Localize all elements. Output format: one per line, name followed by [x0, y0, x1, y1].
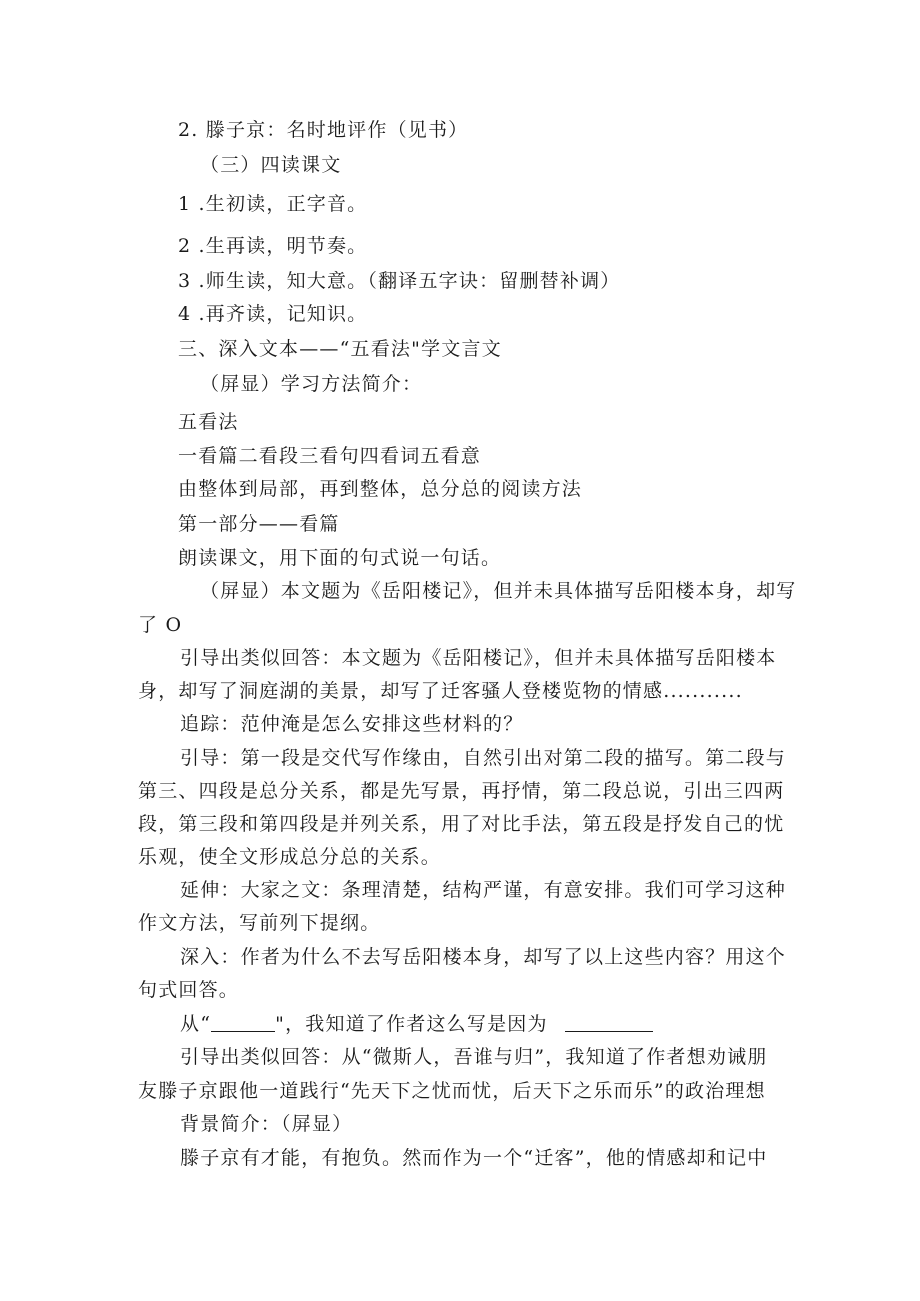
list-item: 1 .生初读，正字音。	[178, 193, 368, 215]
list-item: 3 .师生读，知大意。（翻译五字诀：留删替补调）	[178, 270, 621, 292]
list-item: 2 .生再读，明节奏。	[178, 235, 368, 257]
text-line: 友滕子京跟他一道践行“先天下之忧而忧，后天下之乐而乐”的政治理想	[138, 1080, 766, 1102]
text-line: 段，第三段和第四段是并列关系，用了对比手法，第五段是抒发自己的忧	[138, 813, 785, 835]
text-line: （屏显）学习方法简介：	[200, 373, 423, 395]
text-line: 滕子京有才能，有抱负。然而作为一个“迁客”，他的情感却和记中	[180, 1147, 768, 1169]
text-line: 了 O	[138, 614, 183, 636]
text-line: 2. 滕子京：名时地评作（见书）	[178, 119, 469, 141]
section-heading: 三、深入文本——“五看法"学文言文	[178, 338, 502, 360]
text-line: 一看篇二看段三看句四看词五看意	[178, 445, 482, 467]
section-heading: （三）四读课文	[200, 154, 342, 176]
text-line: 追踪：范仲淹是怎么安排这些材料的？	[180, 713, 524, 735]
text-line: 引导：第一段是交代写作缘由，自然引出对第二段的描写。第二段与	[180, 747, 787, 769]
text-line: 朗读课文，用下面的句式说一句话。	[178, 547, 502, 569]
text-line: 由整体到局部，再到整体，总分总的阅读方法	[178, 478, 583, 500]
text-line: 深入：作者为什么不去写岳阳楼本身，却写了以上这些内容？用这个	[180, 946, 787, 968]
fill-in-sentence	[180, 1011, 653, 1037]
text-line: 背景简介：（屏显）	[180, 1113, 353, 1135]
blank-line	[565, 1013, 653, 1032]
text-line: 身，却写了洞庭湖的美景，却写了迁客骚人登楼览物的情感...........	[138, 680, 743, 702]
text-segment: "，我知道了作者这么写是因为	[275, 1013, 548, 1035]
text-line: 第三、四段是总分关系，都是先写景，再抒情，第二段总说，引出三四两	[138, 780, 785, 802]
text-line: （屏显）本文题为《岳阳楼记》，但并未具体描写岳阳楼本身，却写	[200, 580, 797, 602]
text-line: 引导出类似回答：本文题为《岳阳楼记》，但并未具体描写岳阳楼本	[180, 647, 777, 669]
text-line: 五看法	[178, 411, 239, 433]
text-line: 引导出类似回答：从“微斯人，吾谁与归”，我知道了作者想劝诫朋	[180, 1046, 768, 1068]
text-segment: 从“	[180, 1013, 212, 1035]
text-line: 第一部分——看篇	[178, 513, 340, 535]
text-line: 延伸：大家之文：条理清楚，结构严谨，有意安排。我们可学习这种	[180, 879, 787, 901]
blank-line	[211, 1013, 275, 1032]
text-line: 句式回答。	[138, 979, 240, 1001]
text-line: 作文方法，写前列下提纲。	[138, 912, 381, 934]
list-item: 4 .再齐读，记知识。	[178, 303, 368, 325]
text-line: 乐观，使全文形成总分总的关系。	[138, 846, 442, 868]
